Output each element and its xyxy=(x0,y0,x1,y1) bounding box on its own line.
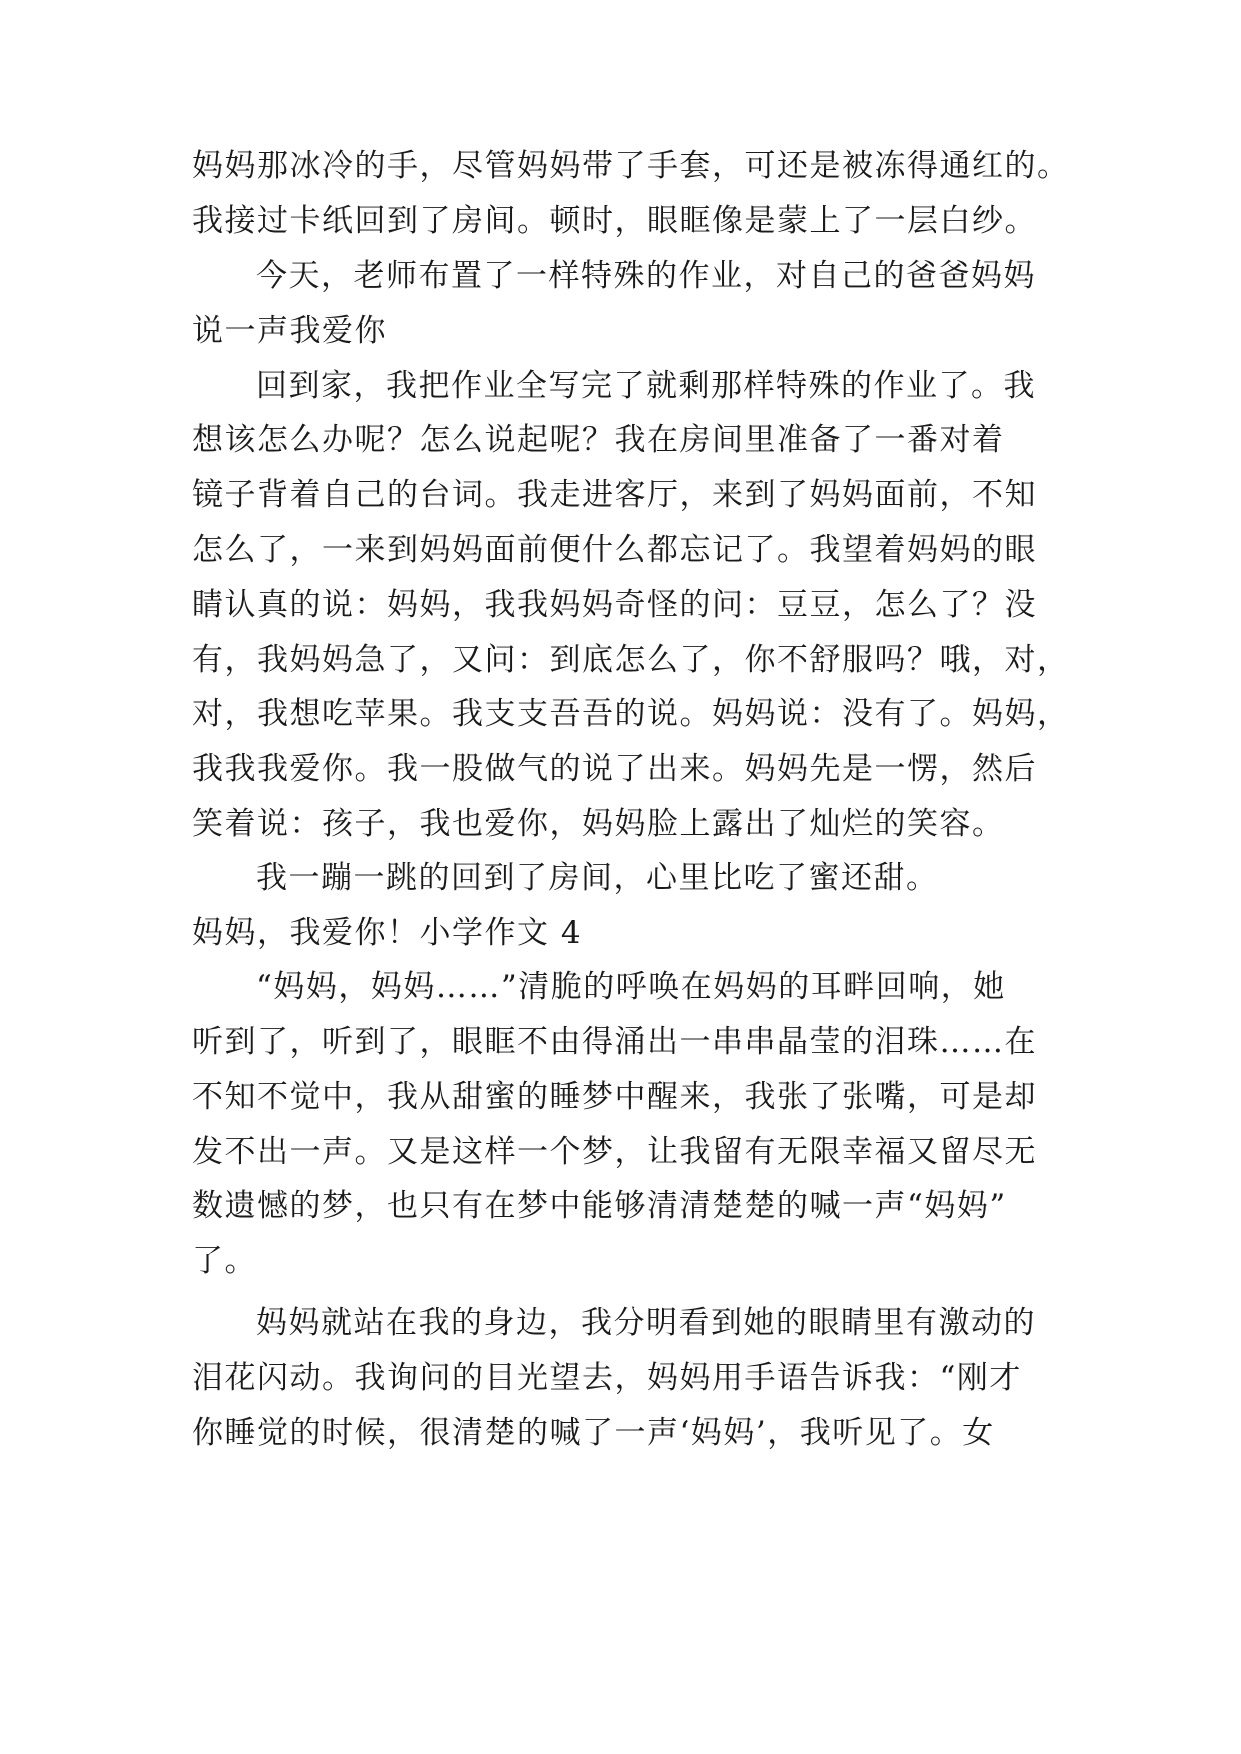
text-line: 我接过卡纸回到了房间。顿时，眼眶像是蒙上了一层白纱。 xyxy=(192,203,1037,239)
paragraph-start-line: 今天，老师布置了一样特殊的作业，对自己的爸爸妈妈 xyxy=(256,258,1036,294)
text-line: 数遗憾的梦，也只有在梦中能够清清楚楚的喊一声“妈妈” xyxy=(192,1188,1007,1224)
paragraph-start-line: 我一蹦一跳的回到了房间，心里比吃了蜜还甜。 xyxy=(256,860,939,896)
text-line: 听到了，听到了，眼眶不由得涌出一串串晶莹的泪珠……在 xyxy=(192,1024,1037,1060)
text-line: 妈妈那冰冷的手，尽管妈妈带了手套，可还是被冻得通红的。 xyxy=(192,148,1070,184)
section-heading: 妈妈，我爱你！小学作文 4 xyxy=(192,915,583,951)
text-line: 泪花闪动。我询问的目光望去，妈妈用手语告诉我：“刚才 xyxy=(192,1360,1022,1396)
paragraph-start-line: 妈妈就站在我的身边，我分明看到她的眼睛里有激动的 xyxy=(256,1305,1036,1341)
paragraph-start-line: “妈妈，妈妈……”清脆的呼唤在妈妈的耳畔回响，她 xyxy=(256,969,1006,1005)
text-line: 说一声我爱你 xyxy=(192,313,387,349)
text-line: 发不出一声。又是这样一个梦，让我留有无限幸福又留尽无 xyxy=(192,1134,1037,1170)
text-line: 有，我妈妈急了，又问：到底怎么了，你不舒服吗？哦，对， xyxy=(192,642,1070,678)
text-line: 想该怎么办呢？怎么说起呢？我在房间里准备了一番对着 xyxy=(192,422,1005,458)
text-line: 了。 xyxy=(192,1243,257,1279)
text-line: 镜子背着自己的台词。我走进客厅，来到了妈妈面前，不知 xyxy=(192,477,1037,513)
text-line: 我我我爱你。我一股做气的说了出来。妈妈先是一愣，然后 xyxy=(192,751,1037,787)
text-line: 你睡觉的时候，很清楚的喊了一声‘妈妈’，我听见了。女 xyxy=(192,1415,995,1451)
text-line: 笑着说：孩子，我也爱你，妈妈脸上露出了灿烂的笑容。 xyxy=(192,806,1005,842)
text-line: 怎么了，一来到妈妈面前便什么都忘记了。我望着妈妈的眼 xyxy=(192,532,1037,568)
text-line: 不知不觉中，我从甜蜜的睡梦中醒来，我张了张嘴，可是却 xyxy=(192,1079,1037,1115)
text-line: 睛认真的说：妈妈，我我妈妈奇怪的问：豆豆，怎么了？没 xyxy=(192,587,1037,623)
paragraph-start-line: 回到家，我把作业全写完了就剩那样特殊的作业了。我 xyxy=(256,368,1036,404)
text-line: 对，我想吃苹果。我支支吾吾的说。妈妈说：没有了。妈妈， xyxy=(192,696,1070,732)
